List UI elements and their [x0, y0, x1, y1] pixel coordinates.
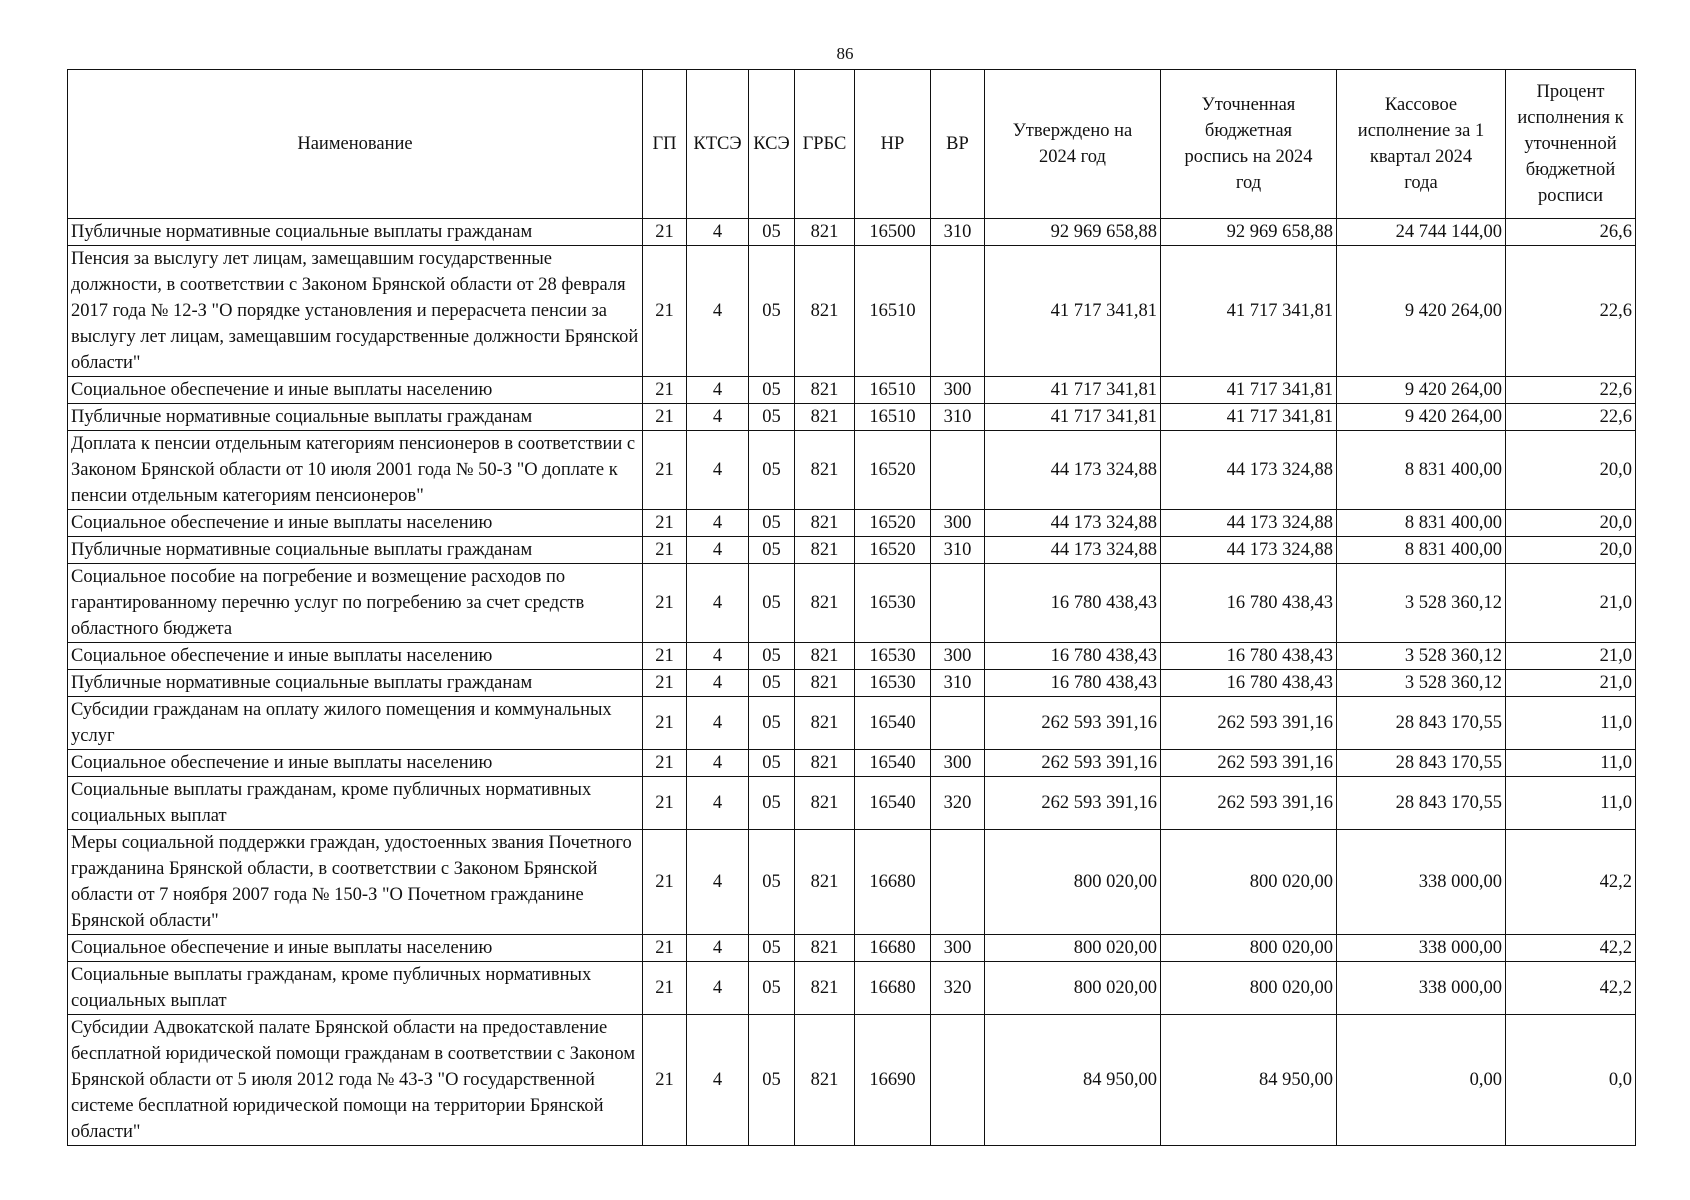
row-revised: 41 717 341,81 — [1161, 404, 1337, 431]
row-vr: 320 — [931, 777, 985, 830]
row-kse: 05 — [749, 246, 795, 377]
row-revised: 44 173 324,88 — [1161, 510, 1337, 537]
row-kse: 05 — [749, 564, 795, 643]
row-grbs: 821 — [795, 219, 855, 246]
row-name: Публичные нормативные социальные выплаты гражданам — [68, 404, 643, 431]
row-percent: 42,2 — [1506, 962, 1636, 1015]
row-cash: 338 000,00 — [1337, 935, 1506, 962]
row-kse: 05 — [749, 697, 795, 750]
table-row — [68, 750, 1636, 777]
row-cash: 0,00 — [1337, 1015, 1506, 1146]
table-row — [68, 830, 1636, 935]
row-approved: 16 780 438,43 — [985, 643, 1161, 670]
row-revised: 800 020,00 — [1161, 962, 1337, 1015]
row-gp: 21 — [643, 750, 687, 777]
row-ktse: 4 — [687, 377, 749, 404]
row-nr: 16540 — [855, 777, 931, 830]
row-grbs: 821 — [795, 935, 855, 962]
row-grbs: 821 — [795, 564, 855, 643]
row-revised: 262 593 391,16 — [1161, 750, 1337, 777]
row-name: Меры социальной поддержки граждан, удостоенных звания Почетного гражданина Брянской области, в соответствии с Законом Брянской области от 7 ноября 2007 года № 150-З "О Почетном гражданине Брянской области" — [68, 830, 643, 935]
header-percent: Процент исполнения к уточненной бюджетной росписи — [1506, 70, 1636, 219]
row-vr — [931, 697, 985, 750]
row-ktse: 4 — [687, 697, 749, 750]
row-kse: 05 — [749, 431, 795, 510]
row-percent: 21,0 — [1506, 670, 1636, 697]
row-ktse: 4 — [687, 935, 749, 962]
row-approved: 41 717 341,81 — [985, 404, 1161, 431]
row-cash: 8 831 400,00 — [1337, 431, 1506, 510]
row-ktse: 4 — [687, 537, 749, 564]
header-gp: ГП — [643, 70, 687, 219]
row-vr: 310 — [931, 537, 985, 564]
header-name: Наименование — [68, 70, 643, 219]
row-nr: 16520 — [855, 537, 931, 564]
row-nr: 16520 — [855, 431, 931, 510]
row-ktse: 4 — [687, 431, 749, 510]
row-nr: 16540 — [855, 697, 931, 750]
row-grbs: 821 — [795, 246, 855, 377]
row-revised: 84 950,00 — [1161, 1015, 1337, 1146]
row-name: Пенсия за выслугу лет лицам, замещавшим государственные должности, в соответствии с Законом Брянской области от 28 февраля 2017 года № 12-З "О порядке установления и перерасчета пенсии за выслугу лет лицам, замещавшим государственные должности Брянской области" — [68, 246, 643, 377]
row-approved: 41 717 341,81 — [985, 377, 1161, 404]
header-grbs: ГРБС — [795, 70, 855, 219]
row-revised: 800 020,00 — [1161, 935, 1337, 962]
row-revised: 92 969 658,88 — [1161, 219, 1337, 246]
row-ktse: 4 — [687, 830, 749, 935]
row-gp: 21 — [643, 564, 687, 643]
row-nr: 16530 — [855, 643, 931, 670]
row-grbs: 821 — [795, 777, 855, 830]
header-nr: НР — [855, 70, 931, 219]
row-cash: 28 843 170,55 — [1337, 697, 1506, 750]
table-row — [68, 510, 1636, 537]
row-vr: 320 — [931, 962, 985, 1015]
row-percent: 11,0 — [1506, 750, 1636, 777]
table-row — [68, 1015, 1636, 1146]
row-kse: 05 — [749, 830, 795, 935]
header-approved: Утверждено на 2024 год — [985, 70, 1161, 219]
row-nr: 16690 — [855, 1015, 931, 1146]
row-vr — [931, 431, 985, 510]
page-number: 86 — [836, 44, 854, 63]
row-revised: 262 593 391,16 — [1161, 777, 1337, 830]
table-row — [68, 935, 1636, 962]
row-nr: 16500 — [855, 219, 931, 246]
row-kse: 05 — [749, 377, 795, 404]
row-percent: 26,6 — [1506, 219, 1636, 246]
row-gp: 21 — [643, 697, 687, 750]
row-nr: 16520 — [855, 510, 931, 537]
row-grbs: 821 — [795, 1015, 855, 1146]
row-nr: 16530 — [855, 670, 931, 697]
row-cash: 8 831 400,00 — [1337, 510, 1506, 537]
row-gp: 21 — [643, 246, 687, 377]
row-vr: 300 — [931, 935, 985, 962]
row-approved: 16 780 438,43 — [985, 670, 1161, 697]
table-row — [68, 219, 1636, 246]
row-nr: 16510 — [855, 246, 931, 377]
row-ktse: 4 — [687, 219, 749, 246]
row-name: Доплата к пенсии отдельным категориям пенсионеров в соответствии с Законом Брянской области от 10 июля 2001 года № 50-З "О доплате к пенсии отдельным категориям пенсионеров" — [68, 431, 643, 510]
row-vr: 300 — [931, 750, 985, 777]
row-name: Социальные выплаты гражданам, кроме публичных нормативных социальных выплат — [68, 962, 643, 1015]
row-kse: 05 — [749, 219, 795, 246]
row-gp: 21 — [643, 219, 687, 246]
row-ktse: 4 — [687, 962, 749, 1015]
row-approved: 262 593 391,16 — [985, 697, 1161, 750]
row-cash: 3 528 360,12 — [1337, 643, 1506, 670]
row-revised: 41 717 341,81 — [1161, 246, 1337, 377]
row-kse: 05 — [749, 962, 795, 1015]
row-name: Социальное обеспечение и иные выплаты населению — [68, 750, 643, 777]
row-kse: 05 — [749, 777, 795, 830]
row-grbs: 821 — [795, 962, 855, 1015]
row-name: Субсидии гражданам на оплату жилого помещения и коммунальных услуг — [68, 697, 643, 750]
row-approved: 262 593 391,16 — [985, 750, 1161, 777]
row-vr — [931, 246, 985, 377]
row-ktse: 4 — [687, 246, 749, 377]
row-percent: 22,6 — [1506, 404, 1636, 431]
row-percent: 20,0 — [1506, 510, 1636, 537]
row-revised: 16 780 438,43 — [1161, 564, 1337, 643]
row-percent: 0,0 — [1506, 1015, 1636, 1146]
row-vr — [931, 1015, 985, 1146]
row-revised: 44 173 324,88 — [1161, 537, 1337, 564]
row-percent: 20,0 — [1506, 431, 1636, 510]
table-row — [68, 377, 1636, 404]
row-grbs: 821 — [795, 377, 855, 404]
row-percent: 20,0 — [1506, 537, 1636, 564]
row-cash: 3 528 360,12 — [1337, 670, 1506, 697]
row-cash: 338 000,00 — [1337, 830, 1506, 935]
row-nr: 16680 — [855, 962, 931, 1015]
row-cash: 28 843 170,55 — [1337, 777, 1506, 830]
row-percent: 22,6 — [1506, 246, 1636, 377]
row-gp: 21 — [643, 404, 687, 431]
row-revised: 262 593 391,16 — [1161, 697, 1337, 750]
row-gp: 21 — [643, 537, 687, 564]
row-kse: 05 — [749, 643, 795, 670]
header-kse: КСЭ — [749, 70, 795, 219]
row-kse: 05 — [749, 670, 795, 697]
row-gp: 21 — [643, 830, 687, 935]
row-name: Социальные выплаты гражданам, кроме публичных нормативных социальных выплат — [68, 777, 643, 830]
row-ktse: 4 — [687, 564, 749, 643]
row-grbs: 821 — [795, 537, 855, 564]
row-approved: 800 020,00 — [985, 935, 1161, 962]
table-row — [68, 246, 1636, 377]
table-row — [68, 431, 1636, 510]
row-cash: 9 420 264,00 — [1337, 377, 1506, 404]
row-gp: 21 — [643, 431, 687, 510]
row-approved: 44 173 324,88 — [985, 431, 1161, 510]
row-kse: 05 — [749, 750, 795, 777]
header-ktse: КТСЭ — [687, 70, 749, 219]
row-kse: 05 — [749, 935, 795, 962]
row-cash: 24 744 144,00 — [1337, 219, 1506, 246]
row-vr: 300 — [931, 510, 985, 537]
row-ktse: 4 — [687, 643, 749, 670]
row-name: Публичные нормативные социальные выплаты гражданам — [68, 219, 643, 246]
row-cash: 338 000,00 — [1337, 962, 1506, 1015]
table-row — [68, 404, 1636, 431]
row-percent: 21,0 — [1506, 564, 1636, 643]
header-vr: ВР — [931, 70, 985, 219]
header-row — [68, 70, 1636, 219]
row-percent: 22,6 — [1506, 377, 1636, 404]
row-grbs: 821 — [795, 404, 855, 431]
row-vr — [931, 564, 985, 643]
row-gp: 21 — [643, 377, 687, 404]
row-ktse: 4 — [687, 404, 749, 431]
row-approved: 41 717 341,81 — [985, 246, 1161, 377]
row-approved: 16 780 438,43 — [985, 564, 1161, 643]
row-nr: 16540 — [855, 750, 931, 777]
row-percent: 11,0 — [1506, 697, 1636, 750]
row-gp: 21 — [643, 643, 687, 670]
row-grbs: 821 — [795, 750, 855, 777]
row-vr: 310 — [931, 670, 985, 697]
row-vr: 310 — [931, 404, 985, 431]
row-kse: 05 — [749, 404, 795, 431]
row-cash: 9 420 264,00 — [1337, 246, 1506, 377]
row-name: Социальное обеспечение и иные выплаты населению — [68, 643, 643, 670]
row-gp: 21 — [643, 1015, 687, 1146]
row-kse: 05 — [749, 537, 795, 564]
row-kse: 05 — [749, 510, 795, 537]
row-nr: 16510 — [855, 377, 931, 404]
row-approved: 262 593 391,16 — [985, 777, 1161, 830]
row-cash: 28 843 170,55 — [1337, 750, 1506, 777]
row-ktse: 4 — [687, 750, 749, 777]
row-gp: 21 — [643, 962, 687, 1015]
row-cash: 3 528 360,12 — [1337, 564, 1506, 643]
row-cash: 8 831 400,00 — [1337, 537, 1506, 564]
table-row — [68, 777, 1636, 830]
row-revised: 800 020,00 — [1161, 830, 1337, 935]
row-nr: 16510 — [855, 404, 931, 431]
row-name: Субсидии Адвокатской палате Брянской области на предоставление бесплатной юридической помощи гражданам в соответствии с Законом Брянской области от 5 июля 2012 года № 43-З "О государственной системе бесплатной юридической помощи на территории Брянской области" — [68, 1015, 643, 1146]
row-gp: 21 — [643, 935, 687, 962]
budget-table — [67, 69, 1636, 1146]
row-approved: 84 950,00 — [985, 1015, 1161, 1146]
header-revised: Уточненная бюджетная роспись на 2024 год — [1161, 70, 1337, 219]
row-kse: 05 — [749, 1015, 795, 1146]
row-ktse: 4 — [687, 510, 749, 537]
row-revised: 16 780 438,43 — [1161, 670, 1337, 697]
row-grbs: 821 — [795, 830, 855, 935]
row-approved: 800 020,00 — [985, 962, 1161, 1015]
table-row — [68, 537, 1636, 564]
row-nr: 16680 — [855, 935, 931, 962]
row-grbs: 821 — [795, 697, 855, 750]
row-grbs: 821 — [795, 670, 855, 697]
row-revised: 44 173 324,88 — [1161, 431, 1337, 510]
row-name: Социальное обеспечение и иные выплаты населению — [68, 377, 643, 404]
row-cash: 9 420 264,00 — [1337, 404, 1506, 431]
table-row — [68, 670, 1636, 697]
row-name: Публичные нормативные социальные выплаты гражданам — [68, 537, 643, 564]
row-grbs: 821 — [795, 431, 855, 510]
header-cash: Кассовое исполнение за 1 квартал 2024 года — [1337, 70, 1506, 219]
row-percent: 21,0 — [1506, 643, 1636, 670]
table-row — [68, 962, 1636, 1015]
row-revised: 16 780 438,43 — [1161, 643, 1337, 670]
row-grbs: 821 — [795, 510, 855, 537]
row-vr: 310 — [931, 219, 985, 246]
row-grbs: 821 — [795, 643, 855, 670]
row-ktse: 4 — [687, 670, 749, 697]
row-vr: 300 — [931, 377, 985, 404]
row-name: Социальное обеспечение и иные выплаты населению — [68, 935, 643, 962]
row-approved: 800 020,00 — [985, 830, 1161, 935]
row-gp: 21 — [643, 777, 687, 830]
row-vr: 300 — [931, 643, 985, 670]
row-approved: 44 173 324,88 — [985, 510, 1161, 537]
row-ktse: 4 — [687, 1015, 749, 1146]
row-percent: 11,0 — [1506, 777, 1636, 830]
row-name: Публичные нормативные социальные выплаты гражданам — [68, 670, 643, 697]
row-vr — [931, 830, 985, 935]
row-revised: 41 717 341,81 — [1161, 377, 1337, 404]
row-approved: 92 969 658,88 — [985, 219, 1161, 246]
row-gp: 21 — [643, 670, 687, 697]
row-percent: 42,2 — [1506, 830, 1636, 935]
row-nr: 16530 — [855, 564, 931, 643]
row-nr: 16680 — [855, 830, 931, 935]
row-name: Социальное обеспечение и иные выплаты населению — [68, 510, 643, 537]
row-approved: 44 173 324,88 — [985, 537, 1161, 564]
row-gp: 21 — [643, 510, 687, 537]
table-row — [68, 564, 1636, 643]
row-percent: 42,2 — [1506, 935, 1636, 962]
row-ktse: 4 — [687, 777, 749, 830]
table-row — [68, 697, 1636, 750]
row-name: Социальное пособие на погребение и возмещение расходов по гарантированному перечню услуг по погребению за счет средств областного бюджета — [68, 564, 643, 643]
table-row — [68, 643, 1636, 670]
